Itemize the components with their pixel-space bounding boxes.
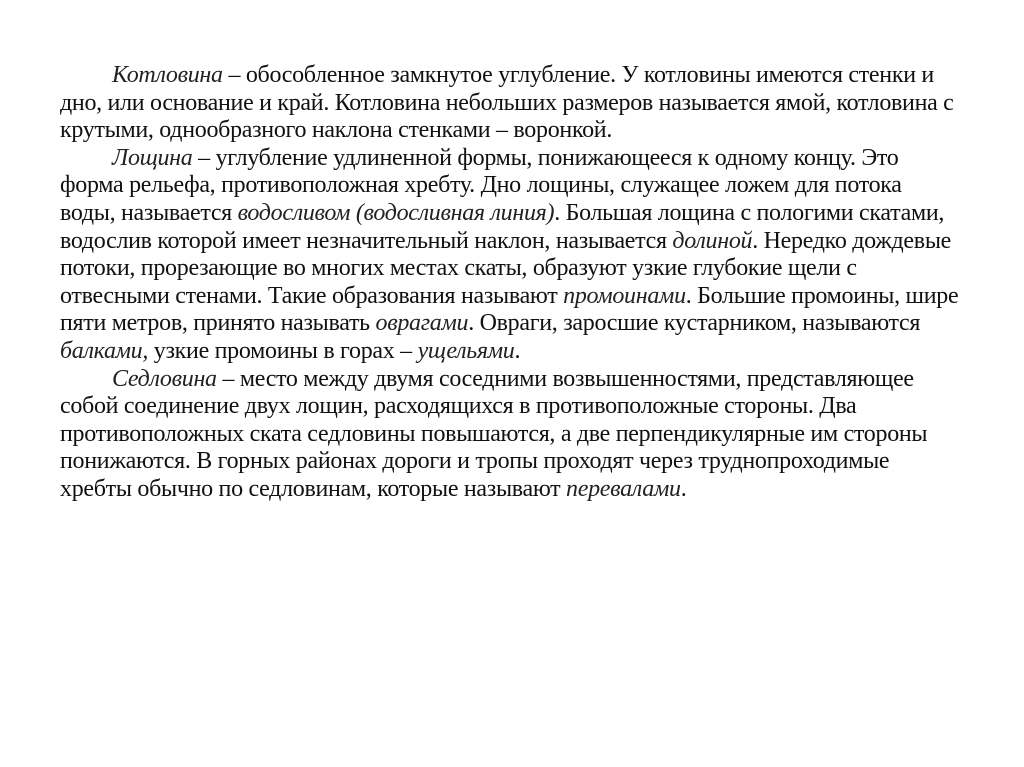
paragraph-text: – углубление удлиненной формы, понижающееся к одному концу. Это форма рельефа, противоположная хребту. Дно лощины, служащее ложем для потока воды, называется: [60, 144, 902, 226]
term-ovragi: оврагами: [375, 310, 469, 337]
term-dolina: долиной: [672, 227, 753, 254]
document-body: [60, 62, 960, 504]
paragraph-loshchina: [60, 145, 960, 366]
paragraph-text: – место между двумя соседними возвышенностями, представляющее собой соединение двух лощин, расходящихся в противоположные стороны. Два противоположных ската седловины повышаются, а две перпендикулярные им стороны понижаются. В горных районах дороги и тропы проходят через труднопроходимые хребты обычно по седловинам, которые называют: [60, 365, 928, 502]
term-loshchina: Лощина: [112, 144, 193, 171]
term-perevaly: перевалами: [566, 475, 681, 502]
paragraph-text: узкие промоины в горах –: [148, 337, 418, 364]
paragraph-kotlovina: [60, 62, 960, 145]
paragraph-text: . Овраги, заросшие кустарником, называются: [468, 310, 921, 337]
paragraph-text: – обособленное замкнутое углубление. У котловины имеются стенки и дно, или основание и край. Котловина небольших размеров называется ямой, котловина с крутыми, однообразного наклона стенками – воронкой.: [60, 62, 954, 144]
paragraph-text: .: [680, 475, 687, 502]
term-balki: балками,: [60, 337, 149, 364]
term-vodosliv: водосливом (водосливная линия): [237, 199, 555, 226]
paragraph-text: . Большие промоины, шире пяти метров, принято называть: [60, 282, 959, 337]
term-ushchelya: ущельями: [417, 337, 515, 364]
paragraph-text: . Нередко дождевые потоки, прорезающие во многих местах скаты, образуют узкие глубокие щели с отвесными стенами. Такие образования называют: [60, 227, 951, 309]
paragraph-text: .: [514, 337, 521, 364]
paragraph-sedlovina: [60, 366, 960, 504]
term-kotlovina: Котловина: [112, 62, 223, 88]
paragraph-text: . Большая лощина с пологими скатами, водослив которой имеет незначительный наклон, называется: [60, 199, 945, 254]
term-promoiny: промоинами: [563, 282, 686, 309]
term-sedlovina: Седловина: [112, 365, 217, 392]
